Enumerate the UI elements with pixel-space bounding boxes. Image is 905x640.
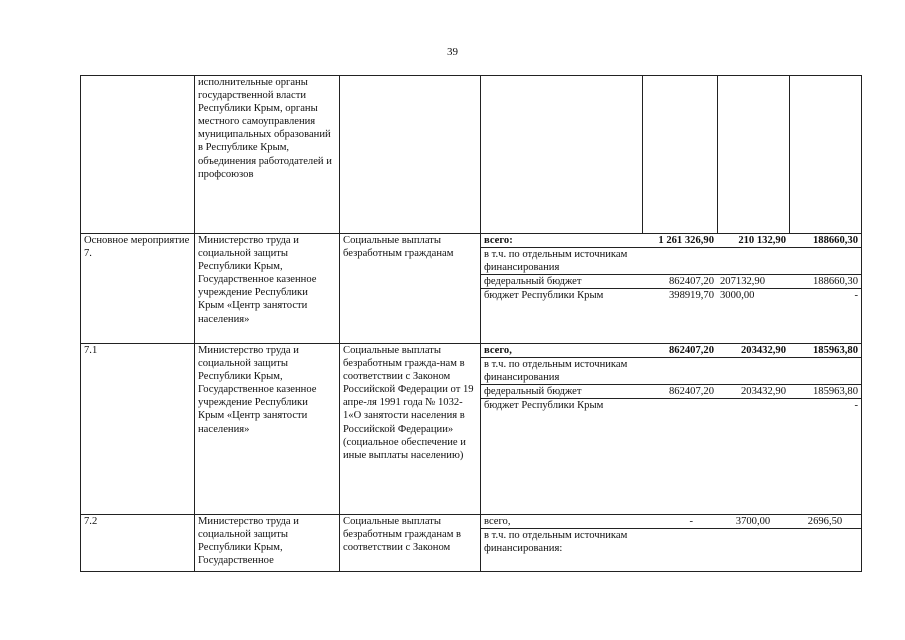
id-cell: 7.1	[81, 344, 195, 515]
name-cell: Социальные выплаты безработным гражданам в соответствии с Законом	[340, 515, 481, 572]
value: 3000,00	[717, 289, 789, 303]
value-cell	[717, 76, 789, 234]
value: -	[789, 399, 861, 413]
value	[789, 358, 861, 385]
source-label: федеральный бюджет	[481, 385, 643, 399]
value	[717, 399, 789, 413]
value	[789, 529, 861, 556]
value: 185963,80	[812, 345, 858, 356]
value	[717, 358, 789, 385]
executor-cell: Министерство труда и социальной защиты Республики Крым, Государственное казенное учреждение Республики Крым «Центр занятости населения»	[195, 234, 340, 344]
source-cell	[481, 76, 643, 234]
table-row	[81, 234, 862, 344]
table-row	[81, 76, 862, 234]
name-cell: Социальные выплаты безработным гражданам	[340, 234, 481, 344]
value	[717, 248, 789, 275]
value: 398919,70	[643, 289, 717, 303]
value: 862407,20	[643, 385, 717, 399]
id-cell: 7.2	[81, 515, 195, 572]
name-cell	[340, 76, 481, 234]
name-cell: Социальные выплаты безработным граждa-нам в соответствии с Законом Российской Федерации от 19 апре-ля 1991 года № 1032-1«О занятости населения в Российской Федерации» (социальное обеспечение и иные выплаты населению)	[340, 344, 481, 515]
funding-subtable	[481, 234, 861, 302]
source-label: бюджет Республики Крым	[481, 399, 643, 413]
value: 185963,80	[789, 385, 861, 399]
value: 188660,30	[789, 275, 861, 289]
value: 203432,90	[740, 345, 786, 356]
value: 207132,90	[717, 275, 789, 289]
source-label: всего:	[484, 235, 513, 246]
funding-subtable	[481, 344, 861, 412]
value	[717, 529, 789, 556]
value: 862407,20	[643, 275, 717, 289]
source-label: бюджет Республики Крым	[481, 289, 643, 303]
value: 188660,30	[812, 235, 858, 246]
source-label: в т.ч. по отдельным источникам финансирования:	[481, 529, 643, 556]
page-number: 39	[447, 46, 458, 58]
funding-subtable	[481, 515, 861, 555]
value: 3700,00	[735, 516, 771, 527]
value-cell	[789, 76, 861, 234]
value: 1 261 326,90	[658, 235, 714, 246]
value: 862407,20	[668, 345, 714, 356]
value: 210 132,90	[738, 235, 786, 246]
value	[789, 248, 861, 275]
executor-cell: Министерство труда и социальной защиты Республики Крым, Государственное	[195, 515, 340, 572]
executor-cell: Министерство труда и социальной защиты Республики Крым, Государственное казенное учреждение Республики Крым «Центр занятости населения»	[195, 344, 340, 515]
value	[643, 248, 717, 275]
value	[643, 399, 717, 413]
source-label: федеральный бюджет	[481, 275, 643, 289]
value: 203432,90	[717, 385, 789, 399]
id-cell	[81, 76, 195, 234]
value	[643, 529, 717, 556]
value-cell	[643, 76, 717, 234]
value	[643, 358, 717, 385]
source-label: всего,	[484, 345, 512, 356]
id-cell: Основное мероприятие 7.	[81, 234, 195, 344]
source-label: в т.ч. по отдельным источникам финансирования	[481, 358, 643, 385]
executor-cell: исполнительные органы государственной власти Республики Крым, органы местного самоуправления муниципальных образований в Республике Крым, объединения работодателей и профсоюзов	[195, 76, 340, 234]
value: -	[789, 289, 861, 303]
table-row	[81, 344, 862, 515]
source-label: в т.ч. по отдельным источникам финансирования	[481, 248, 643, 275]
source-label: всего,	[484, 516, 511, 527]
value: 2696,50	[807, 516, 843, 527]
budget-table	[80, 75, 862, 572]
table-row	[81, 515, 862, 572]
value: -	[689, 516, 693, 527]
